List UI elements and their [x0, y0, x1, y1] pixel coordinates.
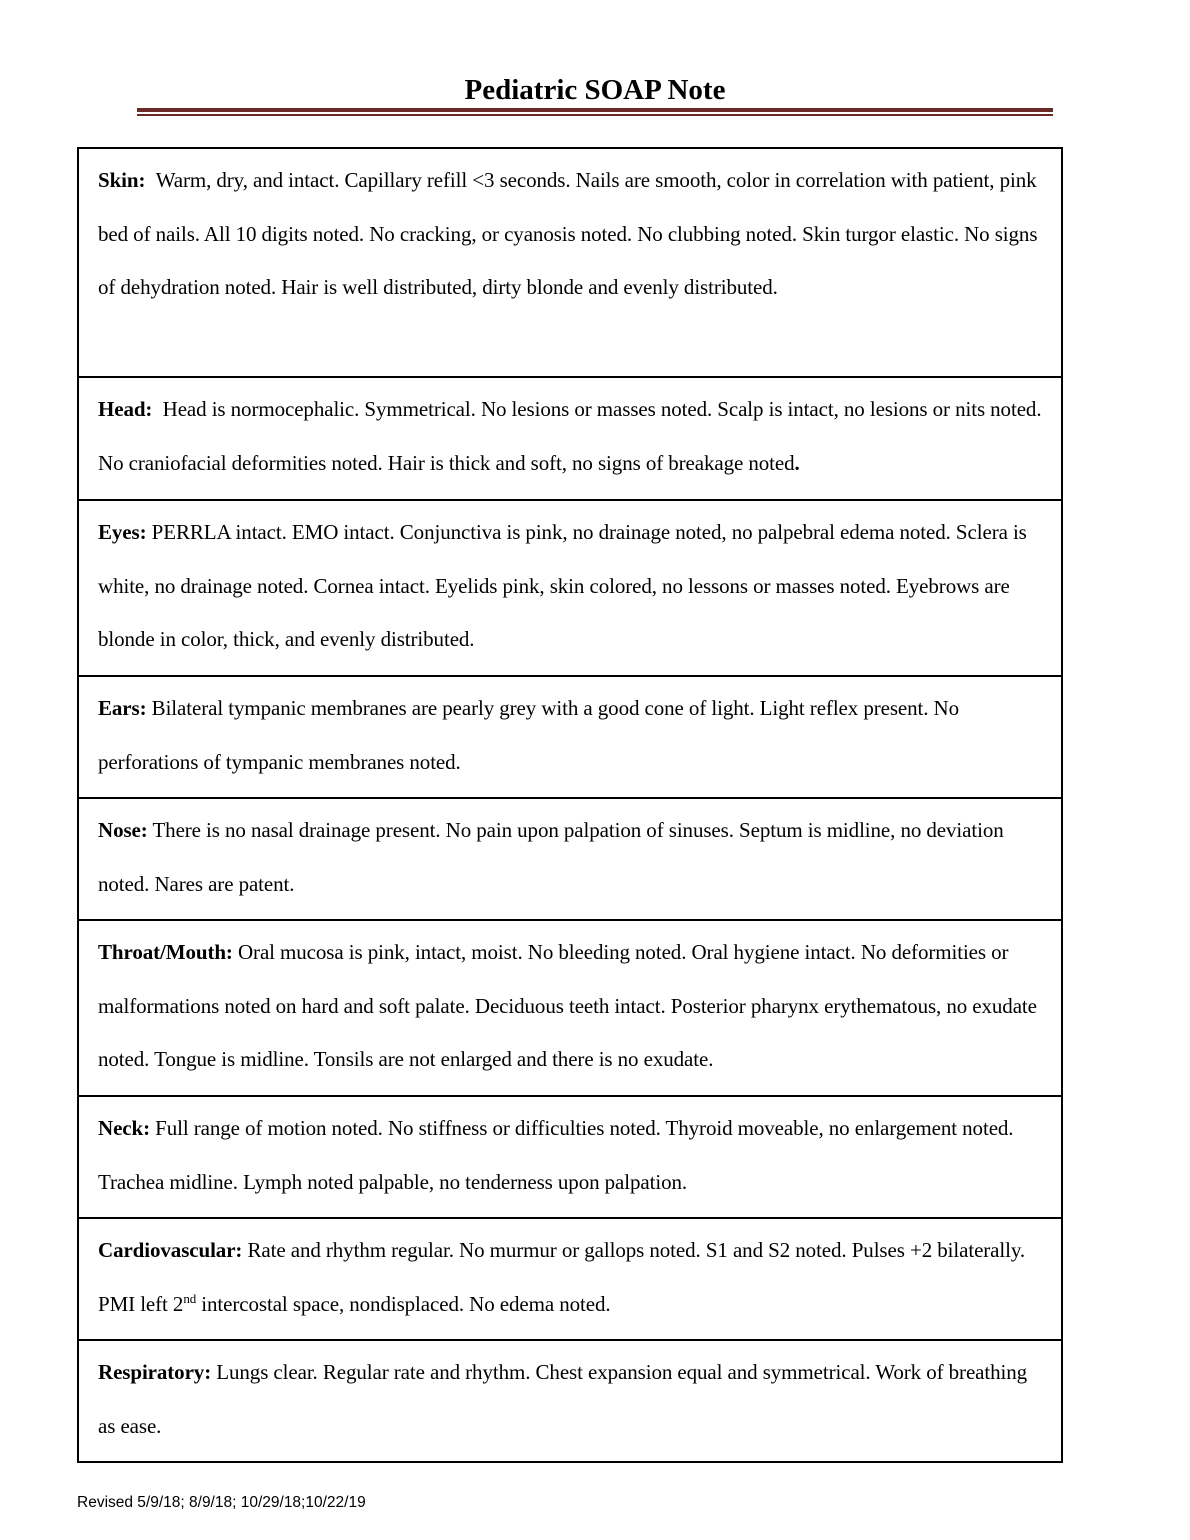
section-label: Cardiovascular: — [98, 1238, 243, 1262]
section-text: Oral mucosa is pink, intact, moist. No bleeding noted. Oral hygiene intact. No deformities or malformations noted on hard and soft palate. Deciduous teeth intact. Posterior pharynx erythematous, no exudate noted. Tongue is midline. Tonsils are not enlarged and there is no exudate. — [98, 940, 1037, 1072]
page-title: Pediatric SOAP Note — [464, 74, 726, 106]
section-label: Nose: — [98, 818, 148, 842]
section-label: Eyes: — [98, 520, 147, 544]
section-eyes — [79, 501, 1061, 677]
section-label: Skin: — [98, 168, 146, 192]
title-divider-thick — [137, 108, 1053, 112]
section-neck — [79, 1097, 1061, 1219]
section-text: Head is normocephalic. Symmetrical. No lesions or masses noted. Scalp is intact, no lesions or nits noted. No craniofacial deformities noted. Hair is thick and soft, no signs of breakage noted — [98, 397, 1042, 475]
section-label: Throat/Mouth: — [98, 940, 233, 964]
section-label: Neck: — [98, 1116, 150, 1140]
section-throat-mouth — [79, 921, 1061, 1097]
section-nose — [79, 799, 1061, 921]
section-text: Rate and rhythm regular. No murmur or gallops noted. S1 and S2 noted. Pulses +2 bilaterally. PMI left 2 — [98, 1238, 1026, 1316]
section-text: PERRLA intact. EMO intact. Conjunctiva is pink, no drainage noted, no palpebral edema noted. Sclera is white, no drainage noted. Cornea intact. Eyelids pink, skin colored, no lessons or masses noted. Eyebrows are blonde in color, thick, and evenly distributed. — [98, 520, 1027, 652]
section-head — [79, 378, 1061, 501]
section-label: Respiratory: — [98, 1360, 212, 1384]
section-text: Lungs clear. Regular rate and rhythm. Chest expansion equal and symmetrical. Work of breathing as ease. — [98, 1360, 1028, 1438]
section-text: There is no nasal drainage present. No pain upon palpation of sinuses. Septum is midline, no deviation noted. Nares are patent. — [98, 818, 1004, 896]
section-cardiovascular — [79, 1219, 1061, 1341]
section-text: Full range of motion noted. No stiffness or difficulties noted. Thyroid moveable, no enlargement noted. Trachea midline. Lymph noted palpable, no tenderness upon palpation. — [98, 1116, 1014, 1194]
section-text: Bilateral tympanic membranes are pearly grey with a good cone of light. Light reflex present. No perforations of tympanic membranes noted. — [98, 696, 960, 774]
section-text-continued: intercostal space, nondisplaced. No edema noted. — [201, 1291, 611, 1316]
ordinal-superscript: nd — [183, 1290, 197, 1306]
soap-note-table — [77, 147, 1063, 1463]
section-ears — [79, 677, 1061, 799]
section-text-end: . — [794, 450, 800, 475]
section-text: Warm, dry, and intact. Capillary refill <3 seconds. Nails are smooth, color in correlation with patient, pink bed of nails. All 10 digits noted. No cracking, or cyanosis noted. No clubbing noted. Skin turgor elastic. No signs of dehydration noted. Hair is well distributed, dirty blonde and evenly distributed. — [98, 168, 1038, 300]
title-divider-thin — [137, 114, 1053, 116]
section-respiratory — [79, 1341, 1061, 1461]
revision-footer: Revised 5/9/18; 8/9/18; 10/29/18;10/22/19 — [77, 1494, 366, 1511]
section-label: Head: — [98, 397, 153, 421]
section-skin — [79, 149, 1061, 378]
section-label: Ears: — [98, 696, 147, 720]
